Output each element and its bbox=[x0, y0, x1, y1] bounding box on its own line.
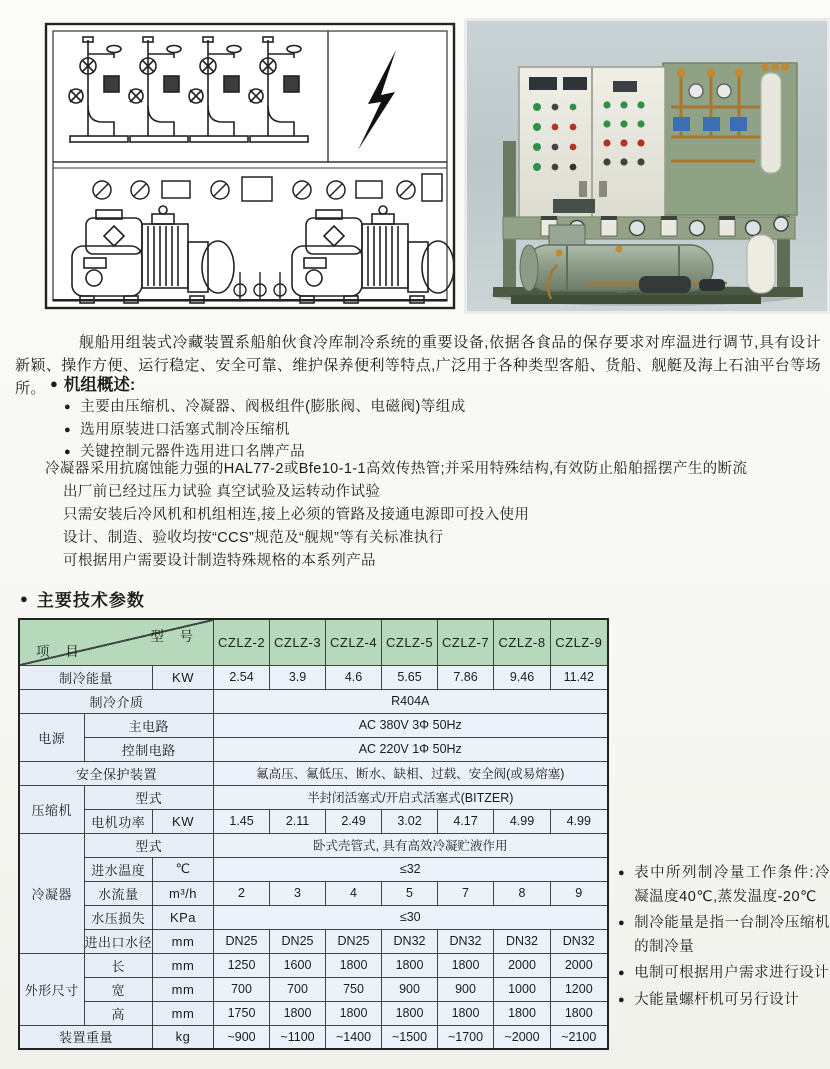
spec-value-cell: 700 bbox=[270, 977, 326, 1001]
table-row bbox=[19, 689, 608, 713]
overview-bullet-text: 主要由压缩机、冷凝器、阀极组件(膨胀阀、电磁阀)等组成 bbox=[80, 399, 466, 415]
spec-label-cell: 制冷介质 bbox=[19, 689, 214, 713]
spec-value-cell: 7 bbox=[438, 881, 494, 905]
spec-value-cell: AC 380V 3Φ 50Hz bbox=[214, 713, 608, 737]
spec-value-cell: 2.11 bbox=[270, 809, 326, 833]
notes-list bbox=[618, 862, 830, 1015]
note-text: 电制可根据用户需求进行设计 bbox=[634, 965, 830, 981]
table-corner-cell bbox=[19, 619, 214, 665]
feature-line: 只需安装后冷风机和机组相连,接上必须的管路及接通电源即可投入使用 bbox=[63, 507, 530, 523]
table-row bbox=[19, 905, 608, 929]
spec-value-cell: 5 bbox=[382, 881, 438, 905]
spec-value-cell: 卧式壳管式, 具有高效冷凝贮液作用 bbox=[214, 833, 608, 857]
specs-table-wrap bbox=[18, 618, 609, 1050]
spec-label-cell: mm bbox=[153, 977, 214, 1001]
model-header-cell: CZLZ-2 bbox=[214, 619, 270, 665]
table-row bbox=[19, 713, 608, 737]
spec-value-cell: ~2000 bbox=[494, 1025, 551, 1049]
filter-cylinder bbox=[747, 235, 775, 293]
instrument-beam bbox=[503, 216, 795, 239]
note-item bbox=[618, 989, 830, 1013]
bullet-icon: ● bbox=[50, 375, 58, 391]
spec-value-cell: 700 bbox=[214, 977, 270, 1001]
table-row bbox=[19, 737, 608, 761]
bullet-icon: ● bbox=[618, 867, 626, 879]
table-row bbox=[19, 1025, 608, 1049]
overview-bullet-text: 关键控制元器件选用进口名牌产品 bbox=[80, 444, 306, 460]
overview-title-text: 机组概述: bbox=[63, 376, 136, 394]
drier-tube bbox=[761, 73, 781, 173]
spec-value-cell: DN25 bbox=[214, 929, 270, 953]
bullet-icon: ● bbox=[618, 967, 626, 979]
spec-value-cell: 7.86 bbox=[438, 665, 494, 689]
table-row bbox=[19, 761, 608, 785]
product-photo-svg bbox=[467, 21, 827, 311]
spec-value-cell: 3.02 bbox=[382, 809, 438, 833]
table-row bbox=[19, 665, 608, 689]
spec-label-cell: ℃ bbox=[153, 857, 214, 881]
table-row bbox=[19, 809, 608, 833]
spec-label-cell: 高 bbox=[84, 1001, 153, 1025]
note-item bbox=[618, 962, 830, 986]
spec-label-cell: mm bbox=[153, 929, 214, 953]
corner-item-label: 项 目 bbox=[36, 643, 85, 659]
overview-title bbox=[50, 371, 135, 395]
spec-value-cell: DN25 bbox=[326, 929, 382, 953]
overview-bullet bbox=[64, 419, 764, 442]
spec-value-cell: 4.99 bbox=[494, 809, 551, 833]
table-row bbox=[19, 785, 608, 809]
spec-value-cell: 3 bbox=[270, 881, 326, 905]
spec-value-cell: 1800 bbox=[382, 953, 438, 977]
spec-value-cell: DN32 bbox=[551, 929, 608, 953]
spec-value-cell: 1800 bbox=[551, 1001, 608, 1025]
spec-label-cell: 控制电路 bbox=[84, 737, 214, 761]
spec-label-cell: 长 bbox=[84, 953, 153, 977]
spec-value-cell: 4 bbox=[326, 881, 382, 905]
spec-label-cell: 型式 bbox=[84, 785, 214, 809]
spec-value-cell: ~2100 bbox=[551, 1025, 608, 1049]
table-row bbox=[19, 881, 608, 905]
control-cabinet bbox=[519, 67, 665, 235]
spec-label-cell: 水流量 bbox=[84, 881, 153, 905]
spec-label-cell: 安全保护装置 bbox=[19, 761, 214, 785]
spec-value-cell: 1800 bbox=[326, 1001, 382, 1025]
spec-value-cell: R404A bbox=[214, 689, 608, 713]
spec-value-cell: 4.99 bbox=[551, 809, 608, 833]
spec-label-cell: 装置重量 bbox=[19, 1025, 153, 1049]
note-item bbox=[618, 912, 830, 959]
spec-value-cell: 1800 bbox=[382, 1001, 438, 1025]
technical-drawing bbox=[44, 22, 456, 310]
spec-value-cell: DN32 bbox=[438, 929, 494, 953]
specs-title-text: 主要技术参数 bbox=[36, 591, 145, 610]
spec-value-cell: ~900 bbox=[214, 1025, 270, 1049]
spec-value-cell: 750 bbox=[326, 977, 382, 1001]
feature-lines bbox=[45, 458, 820, 573]
spec-value-cell: 2.54 bbox=[214, 665, 270, 689]
model-header-cell: CZLZ-5 bbox=[382, 619, 438, 665]
spec-value-cell: 1800 bbox=[270, 1001, 326, 1025]
note-text: 制冷能量是指一台制冷压缩机的制冷量 bbox=[634, 915, 830, 955]
table-row bbox=[19, 929, 608, 953]
spec-value-cell: ≤32 bbox=[214, 857, 608, 881]
table-row bbox=[19, 1001, 608, 1025]
specs-table bbox=[18, 618, 609, 1050]
bullet-icon: ● bbox=[64, 446, 72, 458]
spec-label-cell: 电源 bbox=[19, 713, 84, 761]
note-text: 表中所列制冷量工作条件:冷凝温度40℃,蒸发温度-20℃ bbox=[634, 865, 830, 905]
spec-label-cell: KW bbox=[153, 665, 214, 689]
spec-value-cell: 8 bbox=[494, 881, 551, 905]
spec-value-cell: 1000 bbox=[494, 977, 551, 1001]
feature-line: 冷凝器采用抗腐蚀能力强的HAL77-2或Bfe10-1-1高效传热管;并采用特殊结构,有效防止船舶摇摆产生的断流 bbox=[45, 461, 748, 477]
model-header-cell: CZLZ-8 bbox=[494, 619, 551, 665]
bullet-icon: ● bbox=[618, 993, 626, 1006]
spec-value-cell: 1750 bbox=[214, 1001, 270, 1025]
overview-bullet bbox=[64, 396, 764, 419]
spec-value-cell: 1200 bbox=[551, 977, 608, 1001]
spec-label-cell: m³/h bbox=[153, 881, 214, 905]
spec-value-cell: 9 bbox=[551, 881, 608, 905]
spec-value-cell: 1800 bbox=[438, 953, 494, 977]
feature-line: 可根据用户需要设计制造特殊规格的本系列产品 bbox=[63, 553, 376, 569]
spec-value-cell: 9.46 bbox=[494, 665, 551, 689]
spec-label-cell: 制冷能量 bbox=[19, 665, 153, 689]
spec-label-cell: 外形尺寸 bbox=[19, 953, 84, 1025]
spec-label-cell: 水压损失 bbox=[84, 905, 153, 929]
spec-value-cell: ~1700 bbox=[438, 1025, 494, 1049]
spec-value-cell: 2 bbox=[214, 881, 270, 905]
spec-value-cell: 2000 bbox=[494, 953, 551, 977]
spec-value-cell: DN32 bbox=[494, 929, 551, 953]
technical-drawing-svg bbox=[44, 22, 456, 310]
model-header-cell: CZLZ-4 bbox=[326, 619, 382, 665]
spec-value-cell: 1600 bbox=[270, 953, 326, 977]
spec-value-cell: ~1400 bbox=[326, 1025, 382, 1049]
spec-value-cell: ~1100 bbox=[270, 1025, 326, 1049]
spec-value-cell: 1800 bbox=[438, 1001, 494, 1025]
table-row bbox=[19, 857, 608, 881]
spec-value-cell: 半封闭活塞式/开启式活塞式(BITZER) bbox=[214, 785, 608, 809]
spec-value-cell: AC 220V 1Φ 50Hz bbox=[214, 737, 608, 761]
bullet-icon: ● bbox=[64, 423, 72, 436]
product-photo bbox=[464, 18, 830, 314]
spec-label-cell: 主电路 bbox=[84, 713, 214, 737]
spec-label-cell: mm bbox=[153, 953, 214, 977]
spec-value-cell: 4.17 bbox=[438, 809, 494, 833]
spec-label-cell: KPa bbox=[153, 905, 214, 929]
feature-line: 设计、制造、验收均按“CCS”规范及“舰规”等有关标准执行 bbox=[63, 530, 444, 546]
overview-bullet-list bbox=[64, 396, 764, 464]
spec-label-cell: 进出口水径 bbox=[84, 929, 153, 953]
feature-line: 出厂前已经过压力试验 真空试验及运转动作试验 bbox=[63, 484, 381, 500]
bullet-icon: ● bbox=[618, 917, 626, 929]
spec-value-cell: 2000 bbox=[551, 953, 608, 977]
model-header-cell: CZLZ-3 bbox=[270, 619, 326, 665]
spec-value-cell: 氟高压、氟低压、断水、缺相、过载、安全阀(或易熔塞) bbox=[214, 761, 608, 785]
spec-label-cell: 冷凝器 bbox=[19, 833, 84, 953]
bullet-icon: ● bbox=[20, 591, 29, 606]
spec-value-cell: 3.9 bbox=[270, 665, 326, 689]
corner-model-label: 型 号 bbox=[150, 629, 200, 644]
note-text: 大能量螺杆机可另行设计 bbox=[634, 991, 800, 1008]
table-row bbox=[19, 977, 608, 1001]
spec-value-cell: DN32 bbox=[382, 929, 438, 953]
spec-value-cell: 2.49 bbox=[326, 809, 382, 833]
overview-bullet-text: 选用原装进口活塞式制冷压缩机 bbox=[80, 421, 291, 438]
spec-value-cell: 11.42 bbox=[551, 665, 608, 689]
spec-value-cell: 1.45 bbox=[214, 809, 270, 833]
bullet-icon: ● bbox=[64, 401, 72, 413]
intro-paragraph: 舰船用组装式冷藏装置系船舶伙食冷库制冷系统的重要设备,依据各食品的保存要求对库温进行调节,具有设计新颖、操作方便、运行稳定、安全可靠、维护保养便利等特点,广泛用于各种类型客船、货船、舰艇及海上石油平台等场所。 bbox=[15, 334, 821, 397]
spec-value-cell: 1250 bbox=[214, 953, 270, 977]
spec-value-cell: ~1500 bbox=[382, 1025, 438, 1049]
spec-value-cell: 900 bbox=[382, 977, 438, 1001]
table-row bbox=[19, 953, 608, 977]
spec-value-cell: ≤30 bbox=[214, 905, 608, 929]
spec-label-cell: 宽 bbox=[84, 977, 153, 1001]
spec-label-cell: 电机功率 bbox=[84, 809, 153, 833]
spec-value-cell: 900 bbox=[438, 977, 494, 1001]
spec-label-cell: 型式 bbox=[84, 833, 214, 857]
note-item bbox=[618, 862, 830, 909]
spec-value-cell: 1800 bbox=[494, 1001, 551, 1025]
spec-label-cell: mm bbox=[153, 1001, 214, 1025]
spec-value-cell: 5.65 bbox=[382, 665, 438, 689]
spec-value-cell: 1800 bbox=[326, 953, 382, 977]
model-header-cell: CZLZ-9 bbox=[551, 619, 608, 665]
spec-label-cell: 压缩机 bbox=[19, 785, 84, 833]
spec-label-cell: kg bbox=[153, 1025, 214, 1049]
model-header-cell: CZLZ-7 bbox=[438, 619, 494, 665]
spec-label-cell: KW bbox=[153, 809, 214, 833]
table-row bbox=[19, 833, 608, 857]
spec-value-cell: DN25 bbox=[270, 929, 326, 953]
spec-label-cell: 进水温度 bbox=[84, 857, 153, 881]
specs-section-title bbox=[20, 586, 145, 611]
spec-value-cell: 4.6 bbox=[326, 665, 382, 689]
